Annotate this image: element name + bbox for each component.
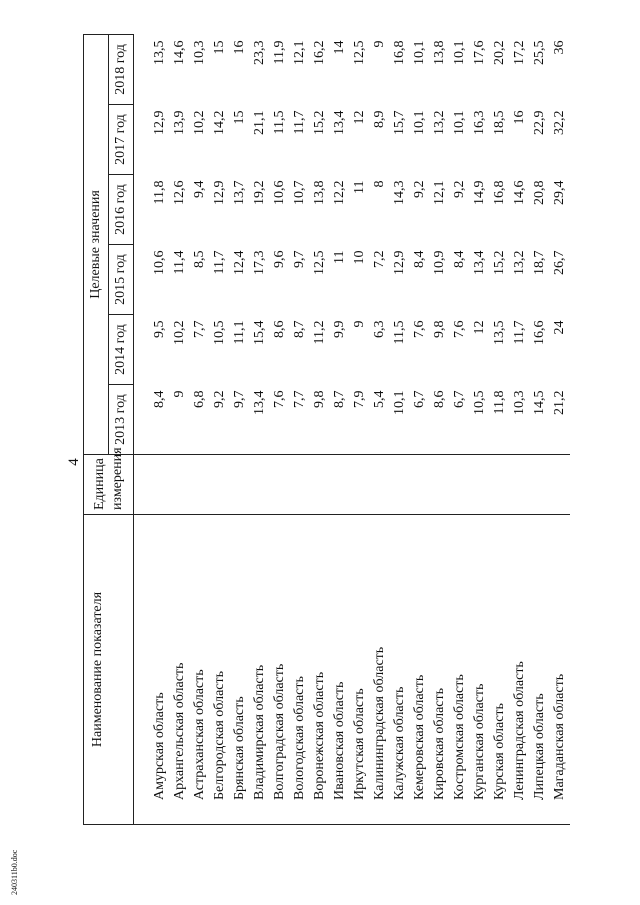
table-row <box>450 34 470 824</box>
value-cell: 18,7 <box>532 250 547 275</box>
value-cell: 12,1 <box>292 40 307 65</box>
value-cell: 11,2 <box>312 320 327 345</box>
header-year-2018: 2018 год <box>109 34 134 104</box>
value-cell: 11,5 <box>272 110 287 135</box>
value-cell: 11,7 <box>512 320 527 345</box>
value-cell: 10,3 <box>192 40 207 65</box>
value-cell: 12 <box>352 110 367 125</box>
value-cell: 10,3 <box>512 390 527 415</box>
unit-cell <box>530 455 550 515</box>
value-cell: 12,6 <box>172 180 187 205</box>
value-cell: 13,2 <box>432 110 447 135</box>
unit-cell <box>350 455 370 515</box>
value-cell: 9,5 <box>152 320 167 338</box>
header-year-2015: 2015 год <box>109 245 134 315</box>
unit-cell <box>250 455 270 515</box>
value-cell: 11,7 <box>212 250 227 275</box>
value-cell: 8,9 <box>372 110 387 128</box>
header-indicator-name: Наименование показателя <box>84 515 134 825</box>
value-cell: 9,8 <box>312 390 327 408</box>
unit-cell <box>550 455 570 515</box>
value-cell: 8,6 <box>272 320 287 338</box>
value-cell: 18,5 <box>492 110 507 135</box>
value-cell: 10,7 <box>292 180 307 205</box>
value-cell: 13,7 <box>232 180 247 205</box>
unit-cell <box>150 455 170 515</box>
unit-cell <box>290 455 310 515</box>
value-cell: 16,8 <box>392 40 407 65</box>
unit-cell <box>310 455 330 515</box>
unit-cell <box>410 455 430 515</box>
value-cell: 14,6 <box>512 180 527 205</box>
unit-cell <box>450 455 470 515</box>
region-name-cell: Кировская область <box>430 515 450 825</box>
value-cell: 16,6 <box>532 320 547 345</box>
region-name-cell: Калининградская область <box>370 515 390 825</box>
unit-cell <box>210 455 230 515</box>
value-cell: 16 <box>232 40 247 55</box>
region-name-cell: Астраханская область <box>190 515 210 825</box>
value-cell: 14,6 <box>172 40 187 65</box>
value-cell: 13,5 <box>152 40 167 65</box>
value-cell: 6,7 <box>452 390 467 408</box>
table-row <box>330 34 350 824</box>
unit-cell <box>190 455 210 515</box>
value-cell: 9,2 <box>452 180 467 198</box>
value-cell: 7,6 <box>272 390 287 408</box>
region-name-cell: Магаданская область <box>550 515 570 825</box>
value-cell: 13,8 <box>312 180 327 205</box>
unit-cell <box>510 455 530 515</box>
value-cell: 14,5 <box>532 390 547 415</box>
value-cell: 14,3 <box>392 180 407 205</box>
value-cell: 17,6 <box>472 40 487 65</box>
value-cell: 10 <box>352 250 367 265</box>
region-name-cell: Иркутская область <box>350 515 370 825</box>
value-cell: 29,4 <box>552 180 567 205</box>
value-cell: 12,2 <box>332 180 347 205</box>
value-cell: 15,7 <box>392 110 407 135</box>
value-cell: 9 <box>372 40 387 48</box>
header-year-2013: 2013 год <box>109 385 134 455</box>
table-row <box>410 34 430 824</box>
value-cell: 10,2 <box>192 110 207 135</box>
page-number: 4 <box>66 458 82 466</box>
table-body <box>134 34 571 824</box>
value-cell: 6,8 <box>192 390 207 408</box>
value-cell: 10,5 <box>472 390 487 415</box>
value-cell: 7,2 <box>372 250 387 268</box>
value-cell: 11 <box>332 250 347 264</box>
value-cell: 11,7 <box>292 110 307 135</box>
table-row <box>290 34 310 824</box>
value-cell: 6,3 <box>372 320 387 338</box>
value-cell: 15,2 <box>312 110 327 135</box>
table-row <box>150 34 170 824</box>
value-cell: 7,9 <box>352 390 367 408</box>
value-cell: 5,4 <box>372 390 387 408</box>
table-row <box>210 34 230 824</box>
value-cell: 7,6 <box>412 320 427 338</box>
value-cell: 9,7 <box>292 250 307 268</box>
value-cell: 14,2 <box>212 110 227 135</box>
value-cell: 12,9 <box>212 180 227 205</box>
value-cell: 16 <box>512 110 527 125</box>
value-cell: 21,2 <box>552 390 567 415</box>
value-cell: 17,3 <box>252 250 267 275</box>
value-cell: 9,8 <box>432 320 447 338</box>
value-cell: 11,4 <box>172 250 187 275</box>
value-cell: 10,1 <box>452 40 467 65</box>
value-cell: 10,1 <box>412 110 427 135</box>
value-cell: 10,5 <box>212 320 227 345</box>
region-name-cell: Ивановская область <box>330 515 350 825</box>
value-cell: 10,1 <box>452 110 467 135</box>
region-name-cell: Брянская область <box>230 515 250 825</box>
value-cell: 14,9 <box>472 180 487 205</box>
region-name-cell: Калужская область <box>390 515 410 825</box>
value-cell: 16,8 <box>492 180 507 205</box>
value-cell: 10,2 <box>172 320 187 345</box>
value-cell: 8,4 <box>452 250 467 268</box>
header-year-2016: 2016 год <box>109 175 134 245</box>
value-cell: 12,9 <box>392 250 407 275</box>
value-cell: 9,6 <box>272 250 287 268</box>
table-row <box>470 34 490 824</box>
header-year-2014: 2014 год <box>109 315 134 385</box>
value-cell: 14 <box>332 40 347 55</box>
value-cell: 9,4 <box>192 180 207 198</box>
value-cell: 12,1 <box>432 180 447 205</box>
region-name-cell: Костромская область <box>450 515 470 825</box>
value-cell: 13,4 <box>332 110 347 135</box>
unit-cell <box>170 455 190 515</box>
value-cell: 13,4 <box>252 390 267 415</box>
table-row <box>230 34 250 824</box>
value-cell: 12,5 <box>312 250 327 275</box>
table-row <box>530 34 550 824</box>
table-row <box>430 34 450 824</box>
table-row <box>490 34 510 824</box>
value-cell: 6,7 <box>412 390 427 408</box>
unit-cell <box>230 455 250 515</box>
region-name-cell: Вологодская область <box>290 515 310 825</box>
value-cell: 11,8 <box>492 390 507 415</box>
value-cell: 16,3 <box>472 110 487 135</box>
region-name-cell: Воронежская область <box>310 515 330 825</box>
value-cell: 15 <box>232 110 247 125</box>
table-row <box>550 34 570 824</box>
value-cell: 13,9 <box>172 110 187 135</box>
header-target-values: Целевые значения <box>84 34 109 454</box>
value-cell: 10,1 <box>392 390 407 415</box>
table-row <box>390 34 410 824</box>
value-cell: 11 <box>352 180 367 194</box>
region-name-cell: Кемеровская область <box>410 515 430 825</box>
region-name-cell: Белгородская область <box>210 515 230 825</box>
region-name-cell: Липецкая область <box>530 515 550 825</box>
value-cell: 8,4 <box>412 250 427 268</box>
value-cell: 10,1 <box>412 40 427 65</box>
table-row <box>510 34 530 824</box>
value-cell: 20,8 <box>532 180 547 205</box>
unit-cell <box>330 455 350 515</box>
value-cell: 7,7 <box>292 390 307 408</box>
region-name-cell: Архангельская область <box>170 515 190 825</box>
table-row <box>170 34 190 824</box>
region-name-cell: Амурская область <box>150 515 170 825</box>
region-name-cell: Волгоградская область <box>270 515 290 825</box>
value-cell: 9 <box>172 390 187 398</box>
unit-cell <box>430 455 450 515</box>
rotated-table-container <box>83 35 573 825</box>
footer-filename: 240311b0.doc <box>10 849 19 895</box>
table-row <box>370 34 390 824</box>
value-cell: 9 <box>352 320 367 328</box>
value-cell: 13,4 <box>472 250 487 275</box>
value-cell: 8,6 <box>432 390 447 408</box>
table-row <box>270 34 290 824</box>
table-row <box>350 34 370 824</box>
value-cell: 9,7 <box>232 390 247 408</box>
value-cell: 11,8 <box>152 180 167 205</box>
value-cell: 26,7 <box>552 250 567 275</box>
table-row <box>250 34 270 824</box>
value-cell: 17,2 <box>512 40 527 65</box>
value-cell: 7,7 <box>192 320 207 338</box>
value-cell: 7,6 <box>452 320 467 338</box>
value-cell: 15,4 <box>252 320 267 345</box>
region-name-cell: Владимирская область <box>250 515 270 825</box>
region-name-cell: Курская область <box>490 515 510 825</box>
target-values-table <box>83 34 570 825</box>
value-cell: 9,9 <box>332 320 347 338</box>
value-cell: 12,4 <box>232 250 247 275</box>
table-row <box>190 34 210 824</box>
region-name-cell: Ленинградская область <box>510 515 530 825</box>
value-cell: 8,7 <box>332 390 347 408</box>
table-row <box>310 34 330 824</box>
unit-cell <box>270 455 290 515</box>
value-cell: 21,1 <box>252 110 267 135</box>
value-cell: 36 <box>552 40 567 55</box>
value-cell: 8,5 <box>192 250 207 268</box>
value-cell: 23,3 <box>252 40 267 65</box>
header-unit: Единица измерения <box>84 455 134 515</box>
unit-cell <box>490 455 510 515</box>
value-cell: 11,9 <box>272 40 287 65</box>
region-name-cell: Курганская область <box>470 515 490 825</box>
unit-cell <box>470 455 490 515</box>
value-cell: 13,2 <box>512 250 527 275</box>
value-cell: 12 <box>472 320 487 335</box>
value-cell: 32,2 <box>552 110 567 135</box>
value-cell: 13,5 <box>492 320 507 345</box>
value-cell: 10,6 <box>272 180 287 205</box>
value-cell: 22,9 <box>532 110 547 135</box>
value-cell: 25,5 <box>532 40 547 65</box>
value-cell: 12,9 <box>152 110 167 135</box>
value-cell: 9,2 <box>412 180 427 198</box>
value-cell: 20,2 <box>492 40 507 65</box>
value-cell: 8,4 <box>152 390 167 408</box>
value-cell: 15,2 <box>492 250 507 275</box>
value-cell: 12,5 <box>352 40 367 65</box>
value-cell: 11,1 <box>232 320 247 345</box>
value-cell: 16,2 <box>312 40 327 65</box>
value-cell: 10,9 <box>432 250 447 275</box>
value-cell: 9,2 <box>212 390 227 408</box>
value-cell: 24 <box>552 320 567 335</box>
value-cell: 15 <box>212 40 227 55</box>
unit-cell <box>390 455 410 515</box>
value-cell: 8 <box>372 180 387 188</box>
header-year-2017: 2017 год <box>109 105 134 175</box>
value-cell: 13,8 <box>432 40 447 65</box>
value-cell: 11,5 <box>392 320 407 345</box>
value-cell: 19,2 <box>252 180 267 205</box>
unit-cell <box>370 455 390 515</box>
value-cell: 10,6 <box>152 250 167 275</box>
value-cell: 8,7 <box>292 320 307 338</box>
